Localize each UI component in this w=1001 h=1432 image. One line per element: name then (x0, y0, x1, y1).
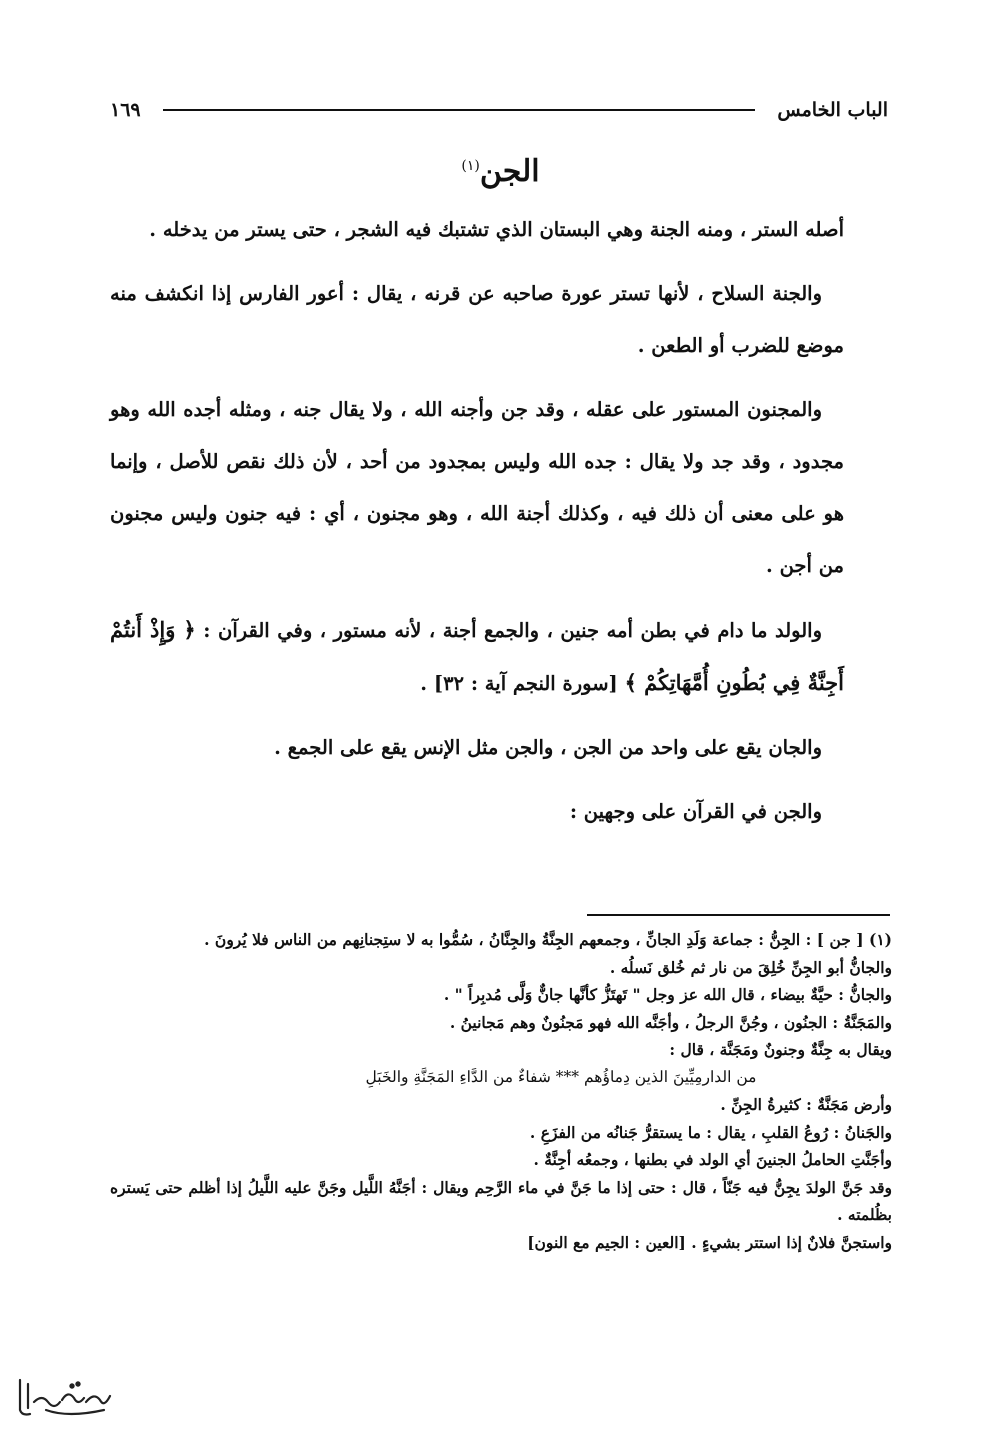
footnote-line: وقد جَنَّ الولدَ يجِنُّ فيه جَنّاً ، قال : حتى إذا ما جَنَّ في ماء الرَّحِم ويقال : أجَنَّهُ اللَّيل وجَنَّ عليه اللَّيلُ إذا أظلم حتى يَستره بظُلمته . (110, 1177, 892, 1224)
paragraph-quran (110, 604, 844, 710)
quran-citation: [سورة النجم آية : ٣٢] . (420, 672, 618, 695)
title-footnote-mark: (١) (461, 158, 480, 174)
footnote-rule (587, 914, 890, 916)
almustafa-logo-icon (12, 1372, 122, 1420)
paragraph-3: والمجنون المستور على عقله ، وقد جن وأجنه الله ، ولا يقال جنه ، ومثله أجده الله وهو مجدود ، وقد جد ولا يقال : جده الله وليس بمجدود من أحد ، لأن ذلك نقص للأصل ، وإنما هو على معنى أن ذلك فيه ، وكذلك أجنة الله ، وهو مجنون ، أي : فيه جنون وليس مجنون من أجن . (110, 398, 844, 577)
footnote-line: والمَجَنَّةُ : الجنُون ، وجُنَّ الرجلُ ، وأجَنَّه الله فهو مَجنُونٌ وهم مَجانينُ . (449, 1012, 892, 1032)
footnote-verse: من الدارمِيِّينَ الذين دِماؤُهم *** شفاءٌ من الدَّاءِ المَجَنَّةِ والخَبَلِ (365, 1067, 757, 1086)
page-number: ١٦٩ (110, 99, 141, 121)
section-title (0, 144, 1001, 194)
footnote-line: والجانُّ : حيَّةٌ بيضاء ، قال الله عز وجل " تَهتَزُّ كأنَّها جانٌّ وَلَّى مُدبِراً " . (443, 985, 892, 1004)
footnotes (110, 926, 892, 1256)
page-header (110, 92, 888, 128)
main-text (110, 204, 844, 850)
paragraph-1: أصله الستر ، ومنه الجنة وهي البستان الذي تشتبك فيه الشجر ، حتى يستر من يدخله . (149, 218, 844, 241)
chapter-title: الباب الخامس (777, 99, 888, 121)
paragraph-5: والجن في القرآن على وجهين : (569, 800, 822, 823)
section-title-text: الجن (479, 154, 540, 189)
paragraph-4: والجان يقع على واحد من الجن ، والجن مثل الإنس يقع على الجمع . (274, 736, 822, 759)
footnote-line: والجانُّ أبو الجِنِّ خُلِقَ من نار ثم خُلق نَسلُه . (609, 957, 892, 977)
footnote-line: واستجنَّ فلانٌ إذا استتر بشيءٍ . [العين : الجيم مع النون] (527, 1232, 892, 1252)
footnote-line: ويقال به جِنَّةٌ وجنونٌ ومَجَنَّة ، قال : (669, 1040, 892, 1059)
paragraph-2: والجنة السلاح ، لأنها تستر عورة صاحبه عن قرنه ، يقال : أعور الفارس إذا انكشف منه موضع للضرب أو الطعن . (110, 282, 844, 357)
footnote-line: (١) [ جن ] : الجِنُّ : جماعة وَلَدِ الجانِّ ، وجمعهم الجِنَّةُ والجِنَّانُ ، سُمُّوا به لا ستِجنانِهم من الناس فلا يُرونَ . (204, 930, 892, 949)
footnote-line: وأجَنَّتِ الحاملُ الجنينَ أي الولد في بطنها ، وجمعُه أجِنَّةٌ . (533, 1150, 892, 1169)
quran-verse: ﴿ وَإِذْ أَنتُمْ أَجِنَّةٌ فِي بُطُونِ أُمَّهَاتِكُمْ ﴾ (110, 617, 844, 695)
footnote-line: وأرض مَجَنَّةٌ : كثيرةُ الجِنِّ . (720, 1095, 892, 1114)
footnote-line: والجَنانُ : رُوعُ القلبِ ، يقال : ما يستقرُّ جَنانُه من الفزَعِ . (529, 1122, 892, 1142)
header-rule (163, 109, 756, 111)
quran-intro: والولد ما دام في بطن أمه جنين ، والجمع أجنة ، لأنه مستور ، وفي القرآن : (203, 619, 822, 642)
